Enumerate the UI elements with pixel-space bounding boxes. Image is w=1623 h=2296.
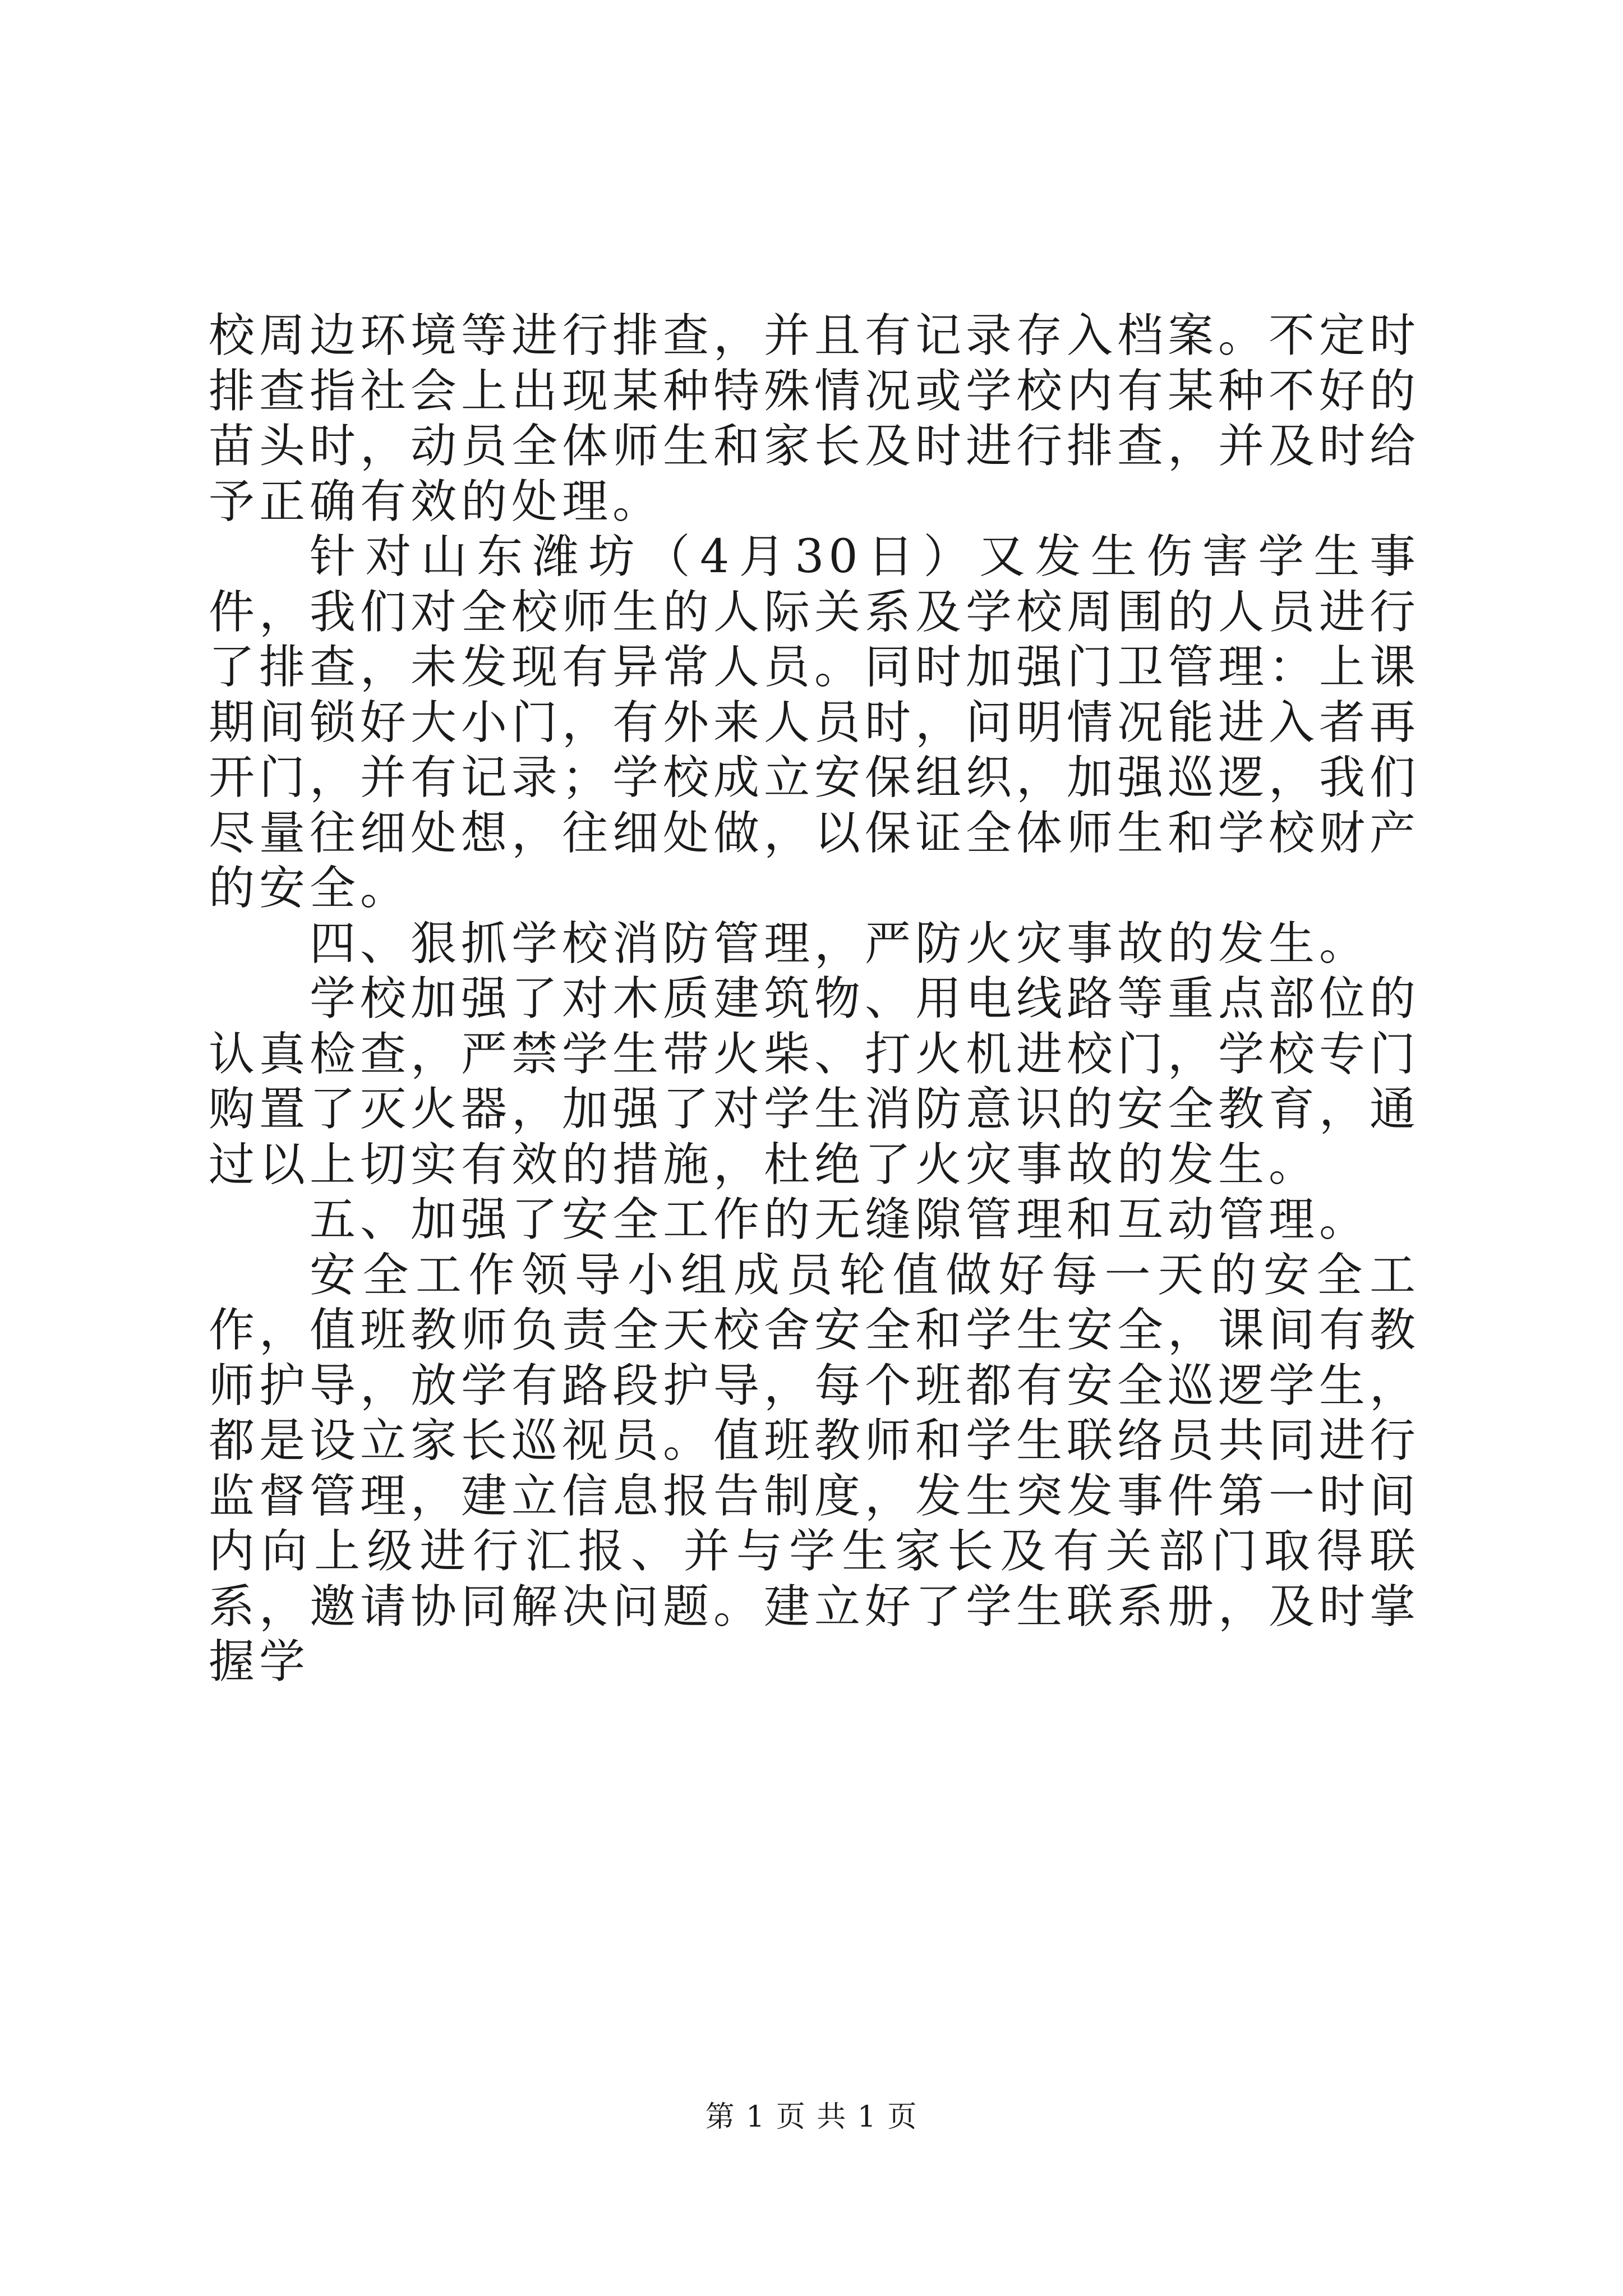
- document-body: [209, 309, 1420, 1690]
- paragraph-3: 学校加强了对木质建筑物、用电线路等重点部位的认真检查，严禁学生带火柴、打火机进校门，学校专门购置了灭火器，加强了对学生消防意识的安全教育，通过以上切实有效的措施，杜绝了火灾事故的发生。: [209, 972, 1421, 1191]
- paragraph-1: 校周边环境等进行排查，并且有记录存入档案。不定时排查指社会上出现某种特殊情况或学校内有某种不好的苗头时，动员全体师生和家长及时进行排查，并及时给予正确有效的处理。: [209, 309, 1421, 528]
- page-footer: 第 1 页 共 1 页: [705, 2100, 918, 2134]
- paragraph-2: 针对山东潍坊（4月30日）又发生伤害学生事件，我们对全校师生的人际关系及学校周围的人员进行了排查，未发现有异常人员。同时加强门卫管理：上课期间锁好大小门，有外来人员时，问明情况能进入者再开门，并有记录；学校成立安保组织，加强巡逻，我们尽量往细处想，往细处做，以保证全体师生和学校财产的安全。: [209, 530, 1421, 915]
- paragraph-4: 安全工作领导小组成员轮值做好每一天的安全工作，值班教师负责全天校舍安全和学生安全，课间有教师护导，放学有路段护导，每个班都有安全巡逻学生，都是设立家长巡视员。值班教师和学生联络员共同进行监督管理，建立信息报告制度，发生突发事件第一时间内向上级进行汇报、并与学生家长及有关部门取得联系，邀请协同解决问题。建立好了学生联系册，及时掌握学: [209, 1248, 1421, 1688]
- section-heading-4: 四、狠抓学校消防管理，严防火灾事故的发生。: [310, 917, 1370, 970]
- section-heading-5: 五、加强了安全工作的无缝隙管理和互动管理。: [310, 1193, 1370, 1246]
